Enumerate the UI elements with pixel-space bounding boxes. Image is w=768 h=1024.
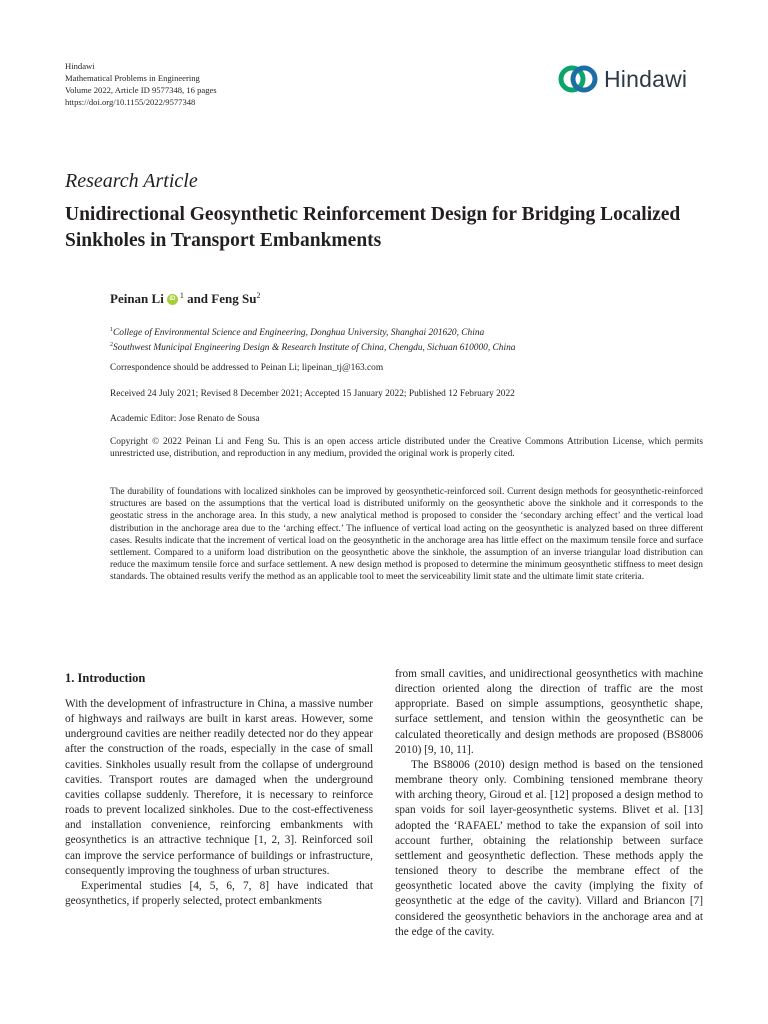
publisher-name: Hindawi xyxy=(65,61,95,71)
publication-dates: Received 24 July 2021; Revised 8 December 2021; Accepted 15 January 2022; Published 12 February 2022 xyxy=(110,389,515,399)
author-line xyxy=(110,291,260,307)
correspondence-line: Correspondence should be addressed to Peinan Li; lipeinan_tj@163.com xyxy=(110,363,384,373)
intro-paragraph-4: The BS8006 (2010) design method is based on the tensioned membrane theory only. Combining tensioned membrane theory with arching theory, Giroud et al. [12] proposed a design method to span voids for soil layer-geosynthetic systems. Blivet et al. [13] adopted the ‘RAFAEL’ method to take the expansion of soil into account further, obtaining the relationship between surface settlement and geosynthetic deflection. These methods apply the tensioned theory to describe the membrane effect of the geosynthetic located above the cavity (implying the fixity of geosynthetic at the edge of the cavity). Villard and Briancon [7] considered the geosynthetic behaviors in the anchorage area and at the edge of the cavity. xyxy=(395,758,703,938)
affiliation-2-text: Southwest Municipal Engineering Design & Research Institute of China, Chengdu, Sichuan 610000, China xyxy=(113,343,516,354)
affiliation-1-mark: 1 xyxy=(110,327,113,333)
logo-wordmark: Hindawi xyxy=(604,65,688,92)
author-1-affiliation-mark: 1 xyxy=(179,290,184,300)
left-column xyxy=(65,697,373,909)
journal-meta xyxy=(65,60,217,108)
volume-info: Volume 2022, Article ID 9577348, 16 pages xyxy=(65,85,217,95)
journal-name: Mathematical Problems in Engineering xyxy=(65,73,200,83)
intro-paragraph-3: from small cavities, and unidirectional geosynthetics with machine direction oriented along the direction of traffic are the most appropriate. Based on simple assumptions, geosynthetic shape, surface settlement, and tension within the geosynthetic can be calculated theoretically and design methods are proposed (BS8006 2010) [9, 10, 11]. xyxy=(395,668,703,756)
hindawi-logo[interactable] xyxy=(558,64,687,94)
intro-paragraph-2: Experimental studies [4, 5, 6, 7, 8] have indicated that geosynthetics, if properly selected, protect embankments xyxy=(65,879,373,908)
copyright-notice: Copyright © 2022 Peinan Li and Feng Su. This is an open access article distributed under the Creative Commons Attribution License, which permits unrestricted use, distribution, and reproduction in any medium, provided the original work is properly cited. xyxy=(110,437,703,460)
abstract-text: The durability of foundations with localized sinkholes can be improved by geosynthetic-reinforced soil. Current design methods for geosynthetic-reinforced structures are based on the assumptions that the vertical load is distributed uniformly on the geosynthetic above the sinkhole and it corresponds to the geostatic stress in the anchorage area. In this study, a new analytical method is proposed to consider the ‘secondary arching effect’ and the vertical load distribution in the anchorage area due to the ‘arching effect.’ The influence of vertical load acting on the geosynthetic is analyzed based on three different cases. Results indicate that the increment of vertical load on the geosynthetic in the anchorage area has little effect on the maximum tensile force and surface settlement. Compared to a uniform load distribution on the geosynthetic above the sinkhole, the assumption of an inverse triangular load distribution can reduce the maximum tensile force and surface settlement. A new design method is proposed to determine the minimum geosynthetic stiffness to meet design standards. The obtained results verify the method as an applicable tool to meet the serviceability limit state and the ultimate limit state criteria. xyxy=(110,487,703,583)
doi-link[interactable]: https://doi.org/10.1155/2022/9577348 xyxy=(65,97,196,107)
author-2-name[interactable]: and Feng Su xyxy=(183,291,257,306)
academic-editor: Academic Editor: Jose Renato de Sousa xyxy=(110,414,260,424)
affiliation-2-mark: 2 xyxy=(110,342,113,349)
intro-paragraph-1: With the development of infrastructure in China, a massive number of highways and railways are built in karst areas. However, some underground cavities are neither readily detected nor do they appear after the construction of the roads, especially in the case of small cavities. Sinkholes usually result from the collapse of underground cavities. Transport routes are damaged when the underground cavities collapse suddenly. Therefore, it is necessary to reinforce roads to prevent localized sinkholes. Due to the cost-effectiveness and installation convenience, reinforcing embankments with geosynthetics is an attractive technique [1, 2, 3]. Reinforced soil can improve the service performance of buildings or infrastructure, consequently improving the toughness of urban structures. xyxy=(65,698,373,877)
affiliation-1 xyxy=(110,324,703,339)
affiliation-1-text: College of Environmental Science and Engineering, Donghua University, Shanghai 201620, China xyxy=(113,328,485,339)
article-title: Unidirectional Geosynthetic Reinforcement Design for Bridging Localized Sinkholes in Transport Embankments xyxy=(65,204,681,251)
author-1-name[interactable]: Peinan Li xyxy=(110,291,164,306)
right-column xyxy=(395,667,703,940)
hindawi-rings-icon xyxy=(558,64,598,94)
orcid-icon[interactable]: iD xyxy=(167,294,178,305)
author-2-affiliation-mark: 2 xyxy=(256,290,261,300)
affiliations xyxy=(110,324,703,355)
article-type: Research Article xyxy=(65,170,198,192)
section-heading-introduction: 1. Introduction xyxy=(65,671,146,685)
affiliation-2 xyxy=(110,339,703,354)
